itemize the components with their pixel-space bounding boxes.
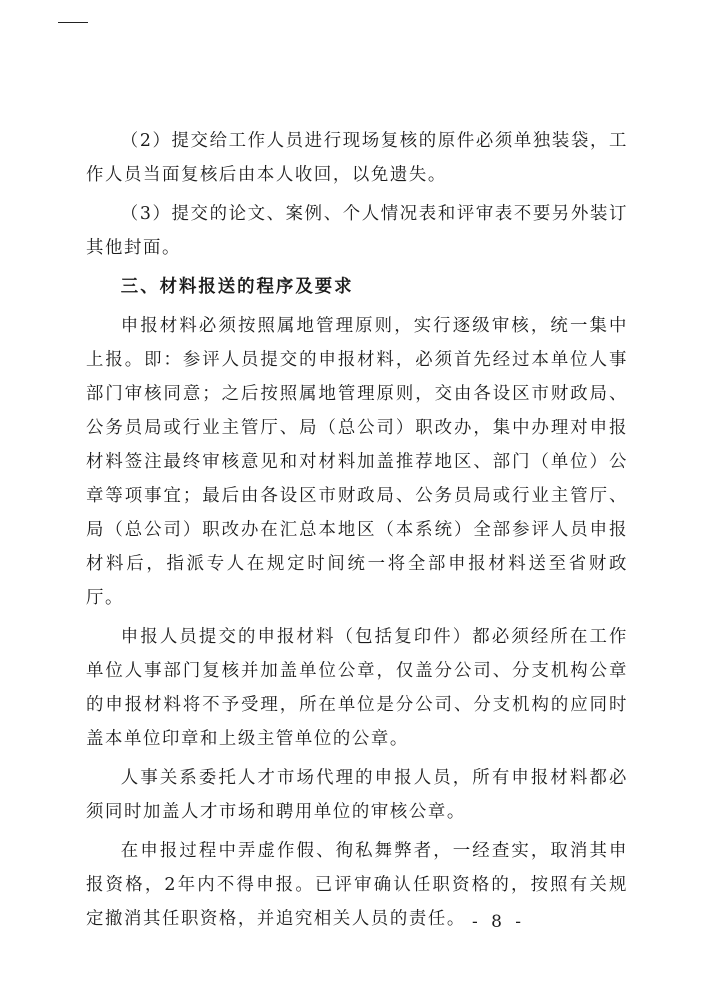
top-rule [58,22,88,23]
paragraph-item-2: （2）提交给工作人员进行现场复核的原件必须单独装袋，工作人员当面复核后由本人收回，以免遗失。 [86,131,628,185]
page-number: - 8 - [471,912,526,932]
paragraph-fraud-penalty: 在申报过程中弄虚作假、徇私舞弊者，一经查实，取消其申报资格，2年内不得申报。已评审确认任职资格的，按照有关规定撤消其任职资格，并追究相关人员的责任。 [86,841,628,929]
section-heading-3: 三、材料报送的程序及要求 [120,277,354,297]
document-body [86,124,628,941]
paragraph-item-3: （3）提交的论文、案例、个人情况表和评审表不要另外装订其他封面。 [86,204,628,258]
paragraph-procedure: 申报材料必须按照属地管理原则，实行逐级审核，统一集中上报。即：参评人员提交的申报材料，必须首先经过本单位人事部门审核同意；之后按照属地管理原则，交由各设区市财政局、公务员局或行业主管厅、局（总公司）职改办，集中办理对申报材料签注最终审核意见和对材料加盖推荐地区、部门（单位）公章等项事宜；最后由各设区市财政局、公务员局或行业主管厅、局（总公司）职改办在汇总本地区（本系统）全部参评人员申报材料后，指派专人在规定时间统一将全部申报材料送至省财政厅。 [86,316,628,608]
paragraph-talent-market: 人事关系委托人才市场代理的申报人员，所有申报材料都必须同时加盖人才市场和聘用单位的审核公章。 [86,768,628,822]
paragraph-seal-requirement: 申报人员提交的申报材料（包括复印件）都必须经所在工作单位人事部门复核并加盖单位公章，仅盖分公司、分支机构公章的申报材料将不予受理，所在单位是分公司、分支机构的应同时盖本单位印章和上级主管单位的公章。 [86,627,628,749]
